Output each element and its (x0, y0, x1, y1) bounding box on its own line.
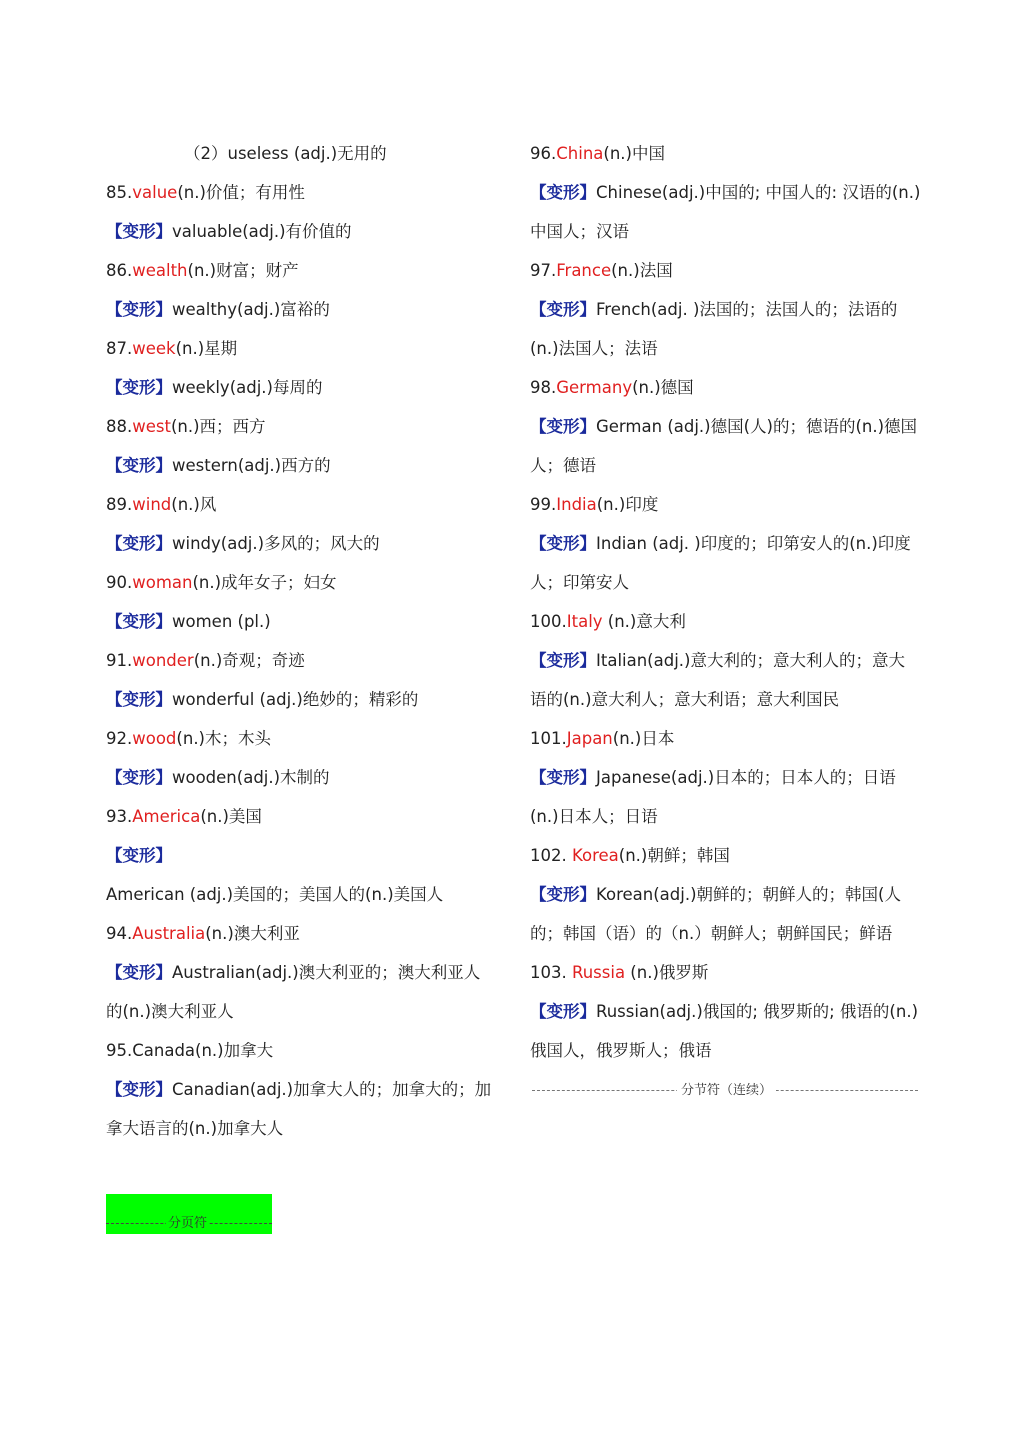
definition: (n.)美国 (200, 807, 262, 826)
definition: (n.)日本 (612, 729, 675, 748)
entry-number: 92. (106, 729, 133, 748)
variant-text: wonderful (adj.)绝妙的；精彩的 (172, 690, 419, 709)
entry-number: 94. (106, 924, 133, 943)
vocab-entry (106, 914, 506, 953)
variant-text: wooden(adj.)木制的 (172, 768, 330, 787)
variant-line (106, 446, 506, 485)
definition: (n.)风 (171, 495, 217, 514)
line-text: 人；德语 (530, 456, 596, 475)
variant-tag: 【变形】 (106, 690, 172, 709)
entry-number: 103. (530, 963, 572, 982)
variant-tag: 【变形】 (106, 378, 172, 397)
line-text: 的(n.)澳大利亚人 (106, 1002, 234, 1021)
variant-text: wealthy(adj.)富裕的 (172, 300, 330, 319)
line-text: 的；韩国（语）的（n.）朝鲜人；朝鲜国民；鲜语 (530, 924, 893, 943)
continuation-line (530, 797, 925, 836)
variant-tag: 【变形】 (530, 768, 596, 787)
page-break-marker (106, 1194, 272, 1234)
line-text: 中国人；汉语 (530, 222, 629, 241)
section-break-marker (532, 1080, 918, 1102)
entry-number: 90. (106, 573, 133, 592)
entry-number: 97. (530, 261, 557, 280)
continuation-line (530, 329, 925, 368)
definition: (n.)西；西方 (170, 417, 266, 436)
variant-line (530, 875, 925, 914)
continuation-line (530, 446, 925, 485)
entry-number: 102. (530, 846, 572, 865)
variant-text: Chinese(adj.)中国的; 中国人的: 汉语的(n.) (596, 183, 921, 202)
headword: Germany (556, 378, 633, 397)
continuation-line (106, 1031, 506, 1070)
left-column (106, 134, 506, 1148)
continuation-line (530, 1031, 925, 1070)
variant-line (106, 290, 506, 329)
definition: (n.)财富；财产 (187, 261, 299, 280)
definition: (n.)价值；有用性 (177, 183, 305, 202)
variant-line (106, 1070, 506, 1109)
variant-tag: 【变形】 (106, 222, 172, 241)
vocab-entry (106, 641, 506, 680)
variant-text: Canadian(adj.)加拿大人的；加拿大的；加 (172, 1080, 492, 1099)
continuation-line (106, 1109, 506, 1148)
headword: Italy (566, 612, 603, 631)
variant-text: Japanese(adj.)日本的；日本人的；日语 (596, 768, 896, 787)
variant-tag: 【变形】 (106, 846, 172, 865)
definition: (n.)俄罗斯 (625, 963, 709, 982)
entry-number: 100. (530, 612, 567, 631)
definition: (n.)德国 (632, 378, 694, 397)
variant-tag: 【变形】 (106, 456, 172, 475)
variant-tag: 【变形】 (530, 1002, 596, 1021)
headword: week (132, 339, 176, 358)
line-text: 语的(n.)意大利人；意大利语；意大利国民 (530, 690, 840, 709)
vocab-entry (106, 173, 506, 212)
definition: (n.)印度 (596, 495, 659, 514)
headword: wealth (132, 261, 188, 280)
line-text: 人；印第安人 (530, 573, 629, 592)
variant-line (106, 953, 506, 992)
definition: (n.)木；木头 (176, 729, 271, 748)
variant-text: Indian (adj. )印度的；印第安人的(n.)印度 (596, 534, 911, 553)
variant-line (530, 992, 925, 1031)
entry-number: 86. (106, 261, 133, 280)
variant-line (106, 602, 506, 641)
vocab-entry (106, 251, 506, 290)
variant-line (106, 758, 506, 797)
variant-tag: 【变形】 (106, 300, 172, 319)
vocab-entry (530, 836, 925, 875)
definition: (n.)星期 (175, 339, 238, 358)
vocab-entry (530, 719, 925, 758)
continuation-line (106, 992, 506, 1031)
line-text: 拿大语言的(n.)加拿大人 (106, 1119, 284, 1138)
continuation-line (530, 680, 925, 719)
line-text: (n.)法国人；法语 (530, 339, 658, 358)
vocab-entry (530, 251, 925, 290)
definition: (n.)奇观；奇迹 (193, 651, 305, 670)
continuation-line (530, 212, 925, 251)
definition: (n.)意大利 (602, 612, 686, 631)
variant-line (106, 368, 506, 407)
variant-line (530, 407, 925, 446)
variant-tag: 【变形】 (530, 651, 596, 670)
definition: (n.)朝鲜；韩国 (618, 846, 730, 865)
variant-text: Korean(adj.)朝鲜的；朝鲜人的；韩国(人 (596, 885, 901, 904)
variant-tag: 【变形】 (106, 612, 172, 631)
variant-line (530, 290, 925, 329)
vocab-entry (106, 719, 506, 758)
variant-tag: 【变形】 (530, 183, 596, 202)
definition: (n.)中国 (603, 144, 665, 163)
variant-tag: 【变形】 (106, 768, 172, 787)
continuation-line (106, 875, 506, 914)
continuation-line (530, 563, 925, 602)
line-text: （2）useless (adj.)无用的 (184, 144, 387, 163)
variant-line (530, 641, 925, 680)
vocab-entry (106, 485, 506, 524)
right-column (530, 134, 925, 1070)
headword: west (132, 417, 171, 436)
variant-text: Russian(adj.)俄国的; 俄罗斯的; 俄语的(n.) (596, 1002, 918, 1021)
variant-tag: 【变形】 (106, 534, 172, 553)
variant-text: Italian(adj.)意大利的；意大利人的；意大 (596, 651, 905, 670)
variant-text: valuable(adj.)有价值的 (172, 222, 352, 241)
variant-line (106, 680, 506, 719)
headword: India (556, 495, 597, 514)
headword: wood (132, 729, 177, 748)
variant-line (530, 758, 925, 797)
variant-tag: 【变形】 (530, 417, 596, 436)
headword: wind (132, 495, 172, 514)
definition: (n.)成年女子；妇女 (192, 573, 337, 592)
section-break-label: 分节符（连续） (677, 1082, 776, 1100)
headword: America (132, 807, 201, 826)
variant-line (530, 173, 925, 212)
entry-number: 85. (106, 183, 133, 202)
headword: Korea (571, 846, 619, 865)
line-text: American (adj.)美国的；美国人的(n.)美国人 (106, 885, 444, 904)
sub-item-line (106, 134, 506, 173)
headword: woman (132, 573, 193, 592)
headword: France (556, 261, 612, 280)
variant-line (106, 524, 506, 563)
variant-text: windy(adj.)多风的；风大的 (172, 534, 380, 553)
entry-number: 101. (530, 729, 567, 748)
vocab-entry (106, 407, 506, 446)
headword: Russia (571, 963, 626, 982)
headword: China (556, 144, 604, 163)
variant-line (106, 836, 506, 875)
entry-number: 96. (530, 144, 557, 163)
line-text: 俄国人，俄罗斯人；俄语 (530, 1041, 712, 1060)
entry-number: 87. (106, 339, 133, 358)
variant-text: Australian(adj.)澳大利亚的；澳大利亚人 (172, 963, 481, 982)
variant-tag: 【变形】 (530, 885, 596, 904)
entry-number: 88. (106, 417, 133, 436)
variant-tag: 【变形】 (530, 534, 596, 553)
variant-line (530, 524, 925, 563)
entry-number: 99. (530, 495, 557, 514)
variant-text: women (pl.) (172, 612, 271, 631)
variant-line (106, 212, 506, 251)
headword: Australia (132, 924, 206, 943)
entry-number: 89. (106, 495, 133, 514)
definition: (n.)澳大利亚 (205, 924, 300, 943)
vocab-entry (530, 602, 925, 641)
headword: Japan (566, 729, 613, 748)
entry-number: 98. (530, 378, 557, 397)
vocab-entry (530, 368, 925, 407)
vocab-entry (530, 134, 925, 173)
vocab-entry (106, 797, 506, 836)
variant-tag: 【变形】 (106, 1080, 172, 1099)
definition: (n.)法国 (611, 261, 673, 280)
line-text: 95.Canada(n.)加拿大 (106, 1041, 274, 1060)
variant-text: French(adj. )法国的；法国人的；法语的 (596, 300, 898, 319)
variant-tag: 【变形】 (106, 963, 172, 982)
headword: wonder (132, 651, 194, 670)
headword: value (132, 183, 178, 202)
vocab-entry (530, 953, 925, 992)
entry-number: 91. (106, 651, 133, 670)
page-break-label: 分页符 (168, 1216, 208, 1231)
vocab-entry (106, 563, 506, 602)
variant-text: German (adj.)德国(人)的；德语的(n.)德国 (596, 417, 918, 436)
line-text: (n.)日本人；日语 (530, 807, 658, 826)
vocab-entry (106, 329, 506, 368)
variant-text: weekly(adj.)每周的 (172, 378, 323, 397)
entry-number: 93. (106, 807, 133, 826)
variant-text: western(adj.)西方的 (172, 456, 331, 475)
variant-tag: 【变形】 (530, 300, 596, 319)
continuation-line (530, 914, 925, 953)
vocab-entry (530, 485, 925, 524)
